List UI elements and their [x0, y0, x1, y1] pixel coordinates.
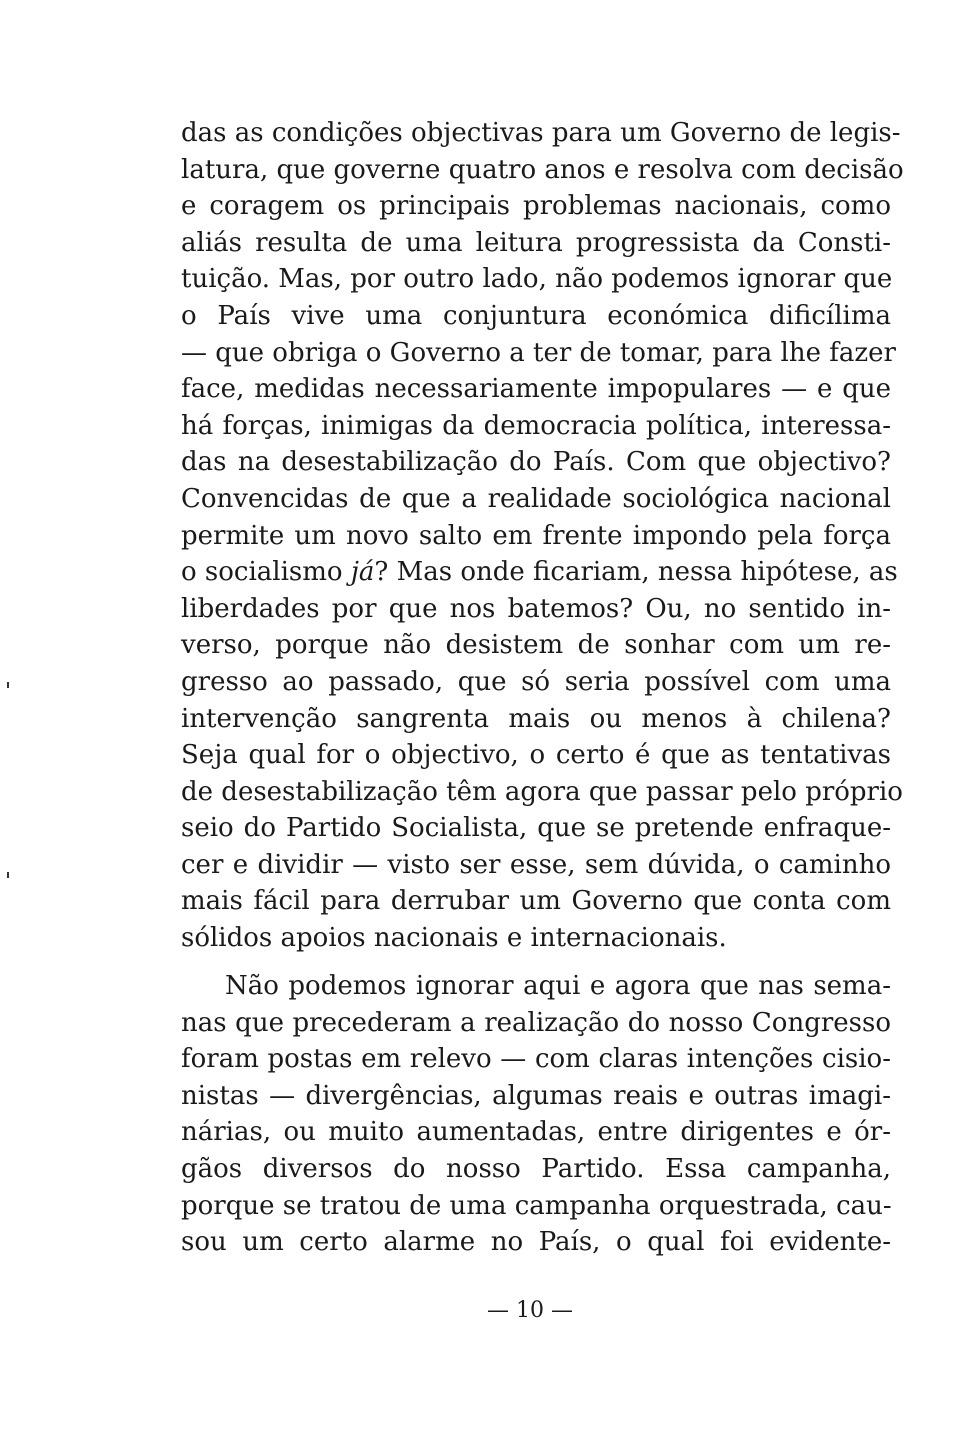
text-line: aliás resulta de uma leitura progressista da Consti- [181, 227, 891, 258]
paragraph-2 [181, 968, 891, 1261]
text-line: nárias, ou muito aumentadas, entre dirigentes e ór- [181, 1117, 891, 1148]
text-line: e coragem os principais problemas nacionais, como [181, 191, 891, 222]
text-line: face, medidas necessariamente impopulares — e que [181, 374, 891, 405]
text-line: gresso ao passado, que só seria possível com uma [181, 666, 891, 697]
text-line: nas que precederam a realização do nosso Congresso [181, 1007, 891, 1038]
text-line: permite um novo salto em frente impondo pela força [181, 520, 891, 551]
text-line: tuição. Mas, por outro lado, não podemos ignorar que [181, 264, 893, 295]
text-line: o socialismo já? Mas onde ficariam, nessa hipótese, as [181, 557, 898, 588]
text-line: das na desestabilização do País. Com que objectivo? [181, 447, 891, 478]
text-line: seio do Partido Socialista, que se pretende enfraque- [181, 813, 891, 844]
text-line: Convencidas de que a realidade sociológica nacional [181, 483, 891, 514]
text-line: — que obriga o Governo a ter de tomar, para lhe fazer [181, 337, 896, 368]
text-line: liberdades por que nos batemos? Ou, no sentido in- [181, 593, 891, 624]
text-line: foram postas em relevo — com claras intenções cisio- [181, 1044, 891, 1075]
text-line: sólidos apoios nacionais e internacionais. [181, 923, 727, 954]
text-line: cer e dividir — visto ser esse, sem dúvida, o caminho [181, 849, 891, 880]
text-line: das as condições objectivas para um Governo de legis- [181, 118, 901, 148]
text-line: há forças, inimigas da democracia política, interessa- [181, 410, 891, 441]
text-line: latura, que governe quatro anos e resolva com decisão [181, 154, 904, 185]
margin-mark [7, 682, 9, 688]
text-line: o País vive uma conjuntura económica dificílima [181, 300, 891, 331]
text-line: sou um certo alarme no País, o qual foi evidente- [181, 1227, 891, 1258]
text-line: Não podemos ignorar aqui e agora que nas sema- [225, 971, 891, 1001]
paragraph-1 [181, 115, 904, 957]
text-line: verso, porque não desistem de sonhar com um re- [181, 630, 891, 661]
page-number: — 10 — [487, 1298, 573, 1323]
text-line: nistas — divergências, algumas reais e outras imagi- [181, 1080, 891, 1111]
text-line: de desestabilização têm agora que passar pelo próprio [181, 776, 903, 807]
text-line: mais fácil para derrubar um Governo que conta com [181, 886, 891, 917]
text-line: Seja qual for o objectivo, o certo é que as tentativas [181, 740, 891, 771]
margin-mark [7, 872, 9, 878]
text-line: gãos diversos do nosso Partido. Essa campanha, [181, 1153, 891, 1184]
text-line: intervenção sangrenta mais ou menos à chilena? [181, 703, 891, 734]
text-line: porque se tratou de uma campanha orquestrada, cau- [181, 1190, 892, 1221]
